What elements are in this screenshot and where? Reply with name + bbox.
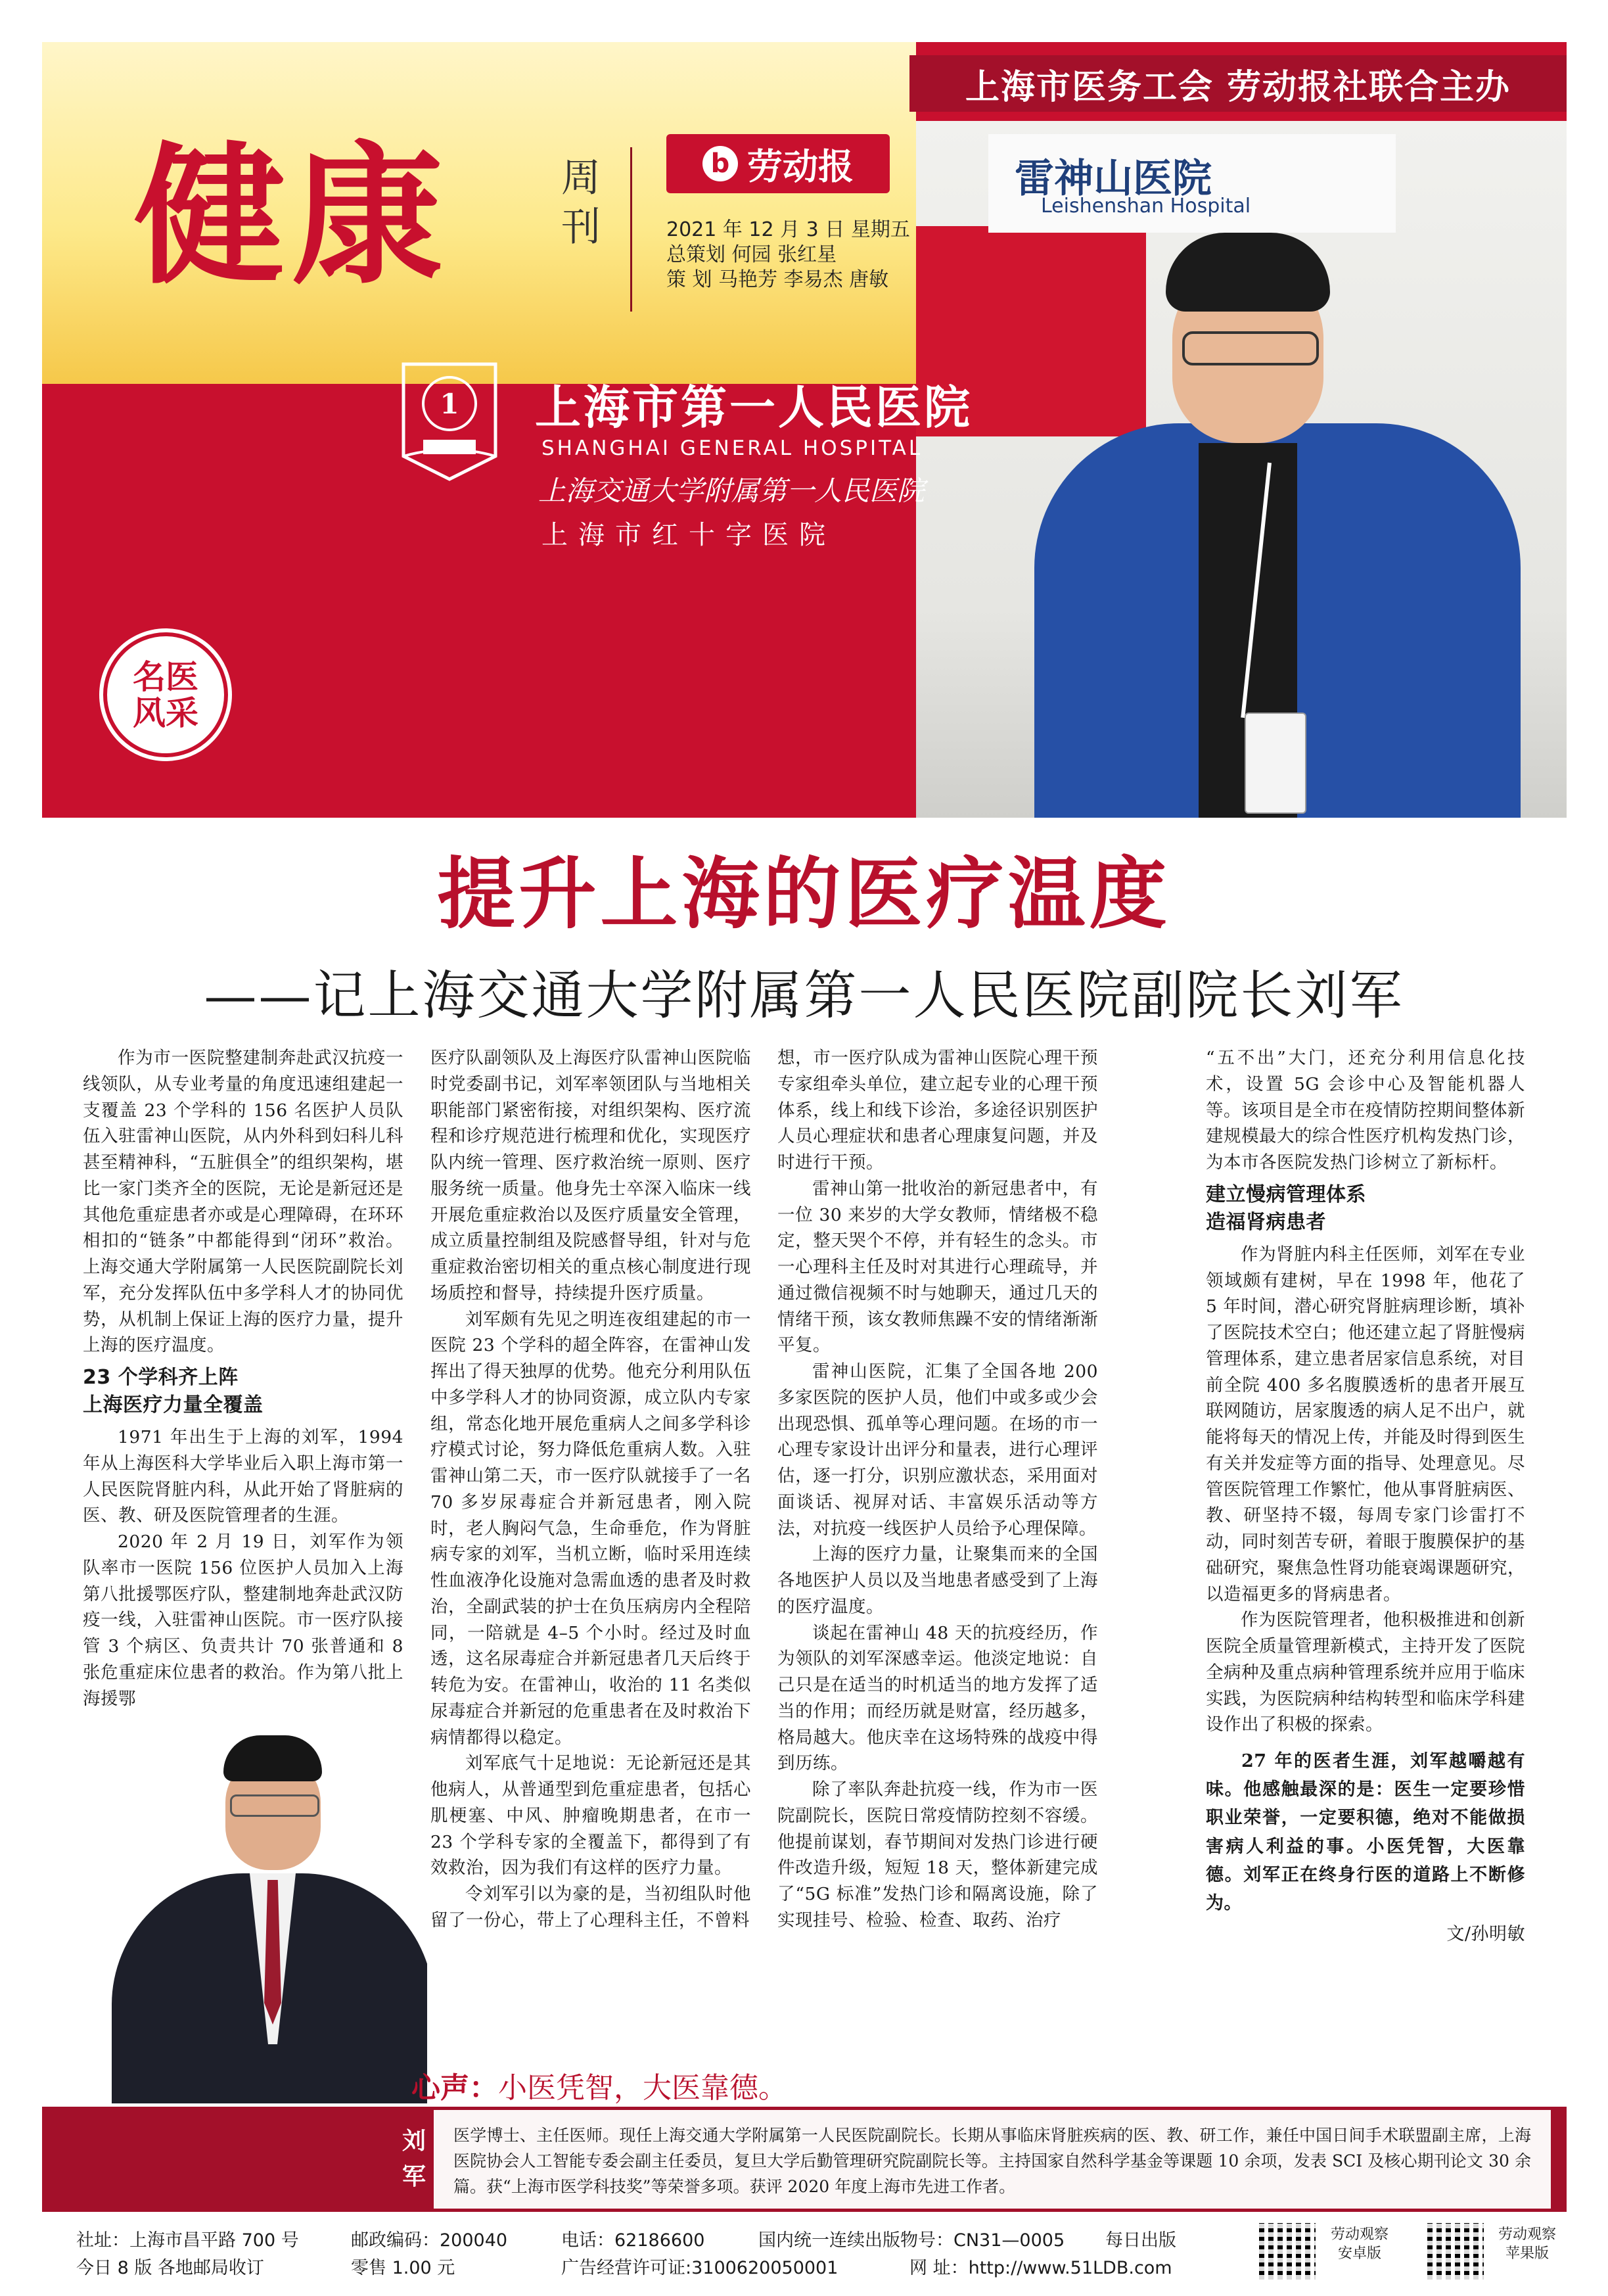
newspaper-logo xyxy=(666,134,890,193)
bio-text: 医学博士、主任医师。现任上海交通大学附属第一人民医院副院长。长期从事临床肾脏疾病的医、教、研工作，兼任中国日间手术联盟副主席，上海医院协会人工智能专委会副主任委员，复旦大学后勤管理研究院副院长等。主持国家自然科学基金等课题 10 余项，发表 SCI 及核心期刊论文 30 余篇。获“上海市医学科技奖”等荣誉多项。获评 2020 年度上海市先进工作者。 xyxy=(453,2126,1531,2196)
paragraph: 想，市一医疗队成为雷神山医院心理干预专家组牵头单位，建立起专业的心理干预体系，线上和线下诊治，多途径识别医护人员心理症状和患者心理康复问题，并及时进行干预。 xyxy=(777,1048,1098,1173)
hospital-sign-text: 雷神山医院 xyxy=(1015,156,1212,202)
footer-phone: 电话：62186600 xyxy=(561,2230,705,2251)
hospital-sign-subtext: Leishenshan Hospital xyxy=(1041,195,1251,218)
motto xyxy=(411,2064,787,2106)
byline: 文/孙明敏 xyxy=(1446,1924,1525,1945)
newspaper-logo-text: 劳动报 xyxy=(747,145,854,187)
masthead xyxy=(42,42,1567,818)
section-heading: 23 个学科齐上阵 上海医疗力量全覆盖 xyxy=(83,1366,264,1417)
footer-ad-license: 广告经营许可证:3100620050001 xyxy=(561,2258,838,2278)
chief-planners: 总策划 何园 张红星 xyxy=(666,243,837,266)
footer xyxy=(42,2216,1567,2289)
paragraph: 1971 年出生于上海的刘军，1994 年从上海医科大学毕业后入职上海市第一人民医院肾脏内科，从此开始了肾脏病的医、教、研及医院管理者的生涯。 xyxy=(83,1427,403,1526)
paragraph: “五不出”大门，还充分利用信息化技术，设置 5G 会诊中心及智能机器人等。该项目是全市在疫情防控期间整体新建规模最大的综合性医疗机构发热门诊，为本市各医院发热门诊树立了新标杆。 xyxy=(1206,1048,1525,1173)
portrait-hair xyxy=(223,1735,322,1781)
organizer-band: 上海市医务工会 劳动报社联合主办 xyxy=(909,55,1567,112)
footer-website: 网 址：http://www.51LDB.com xyxy=(909,2258,1172,2278)
portrait-photo xyxy=(85,1722,427,2103)
paragraph: 刘军底气十足地说：无论新冠还是其他病人，从普通型到危重症患者，包括心肌梗塞、中风、肿瘤晚期患者，在市一 23 个学科专家的全覆盖下，都得到了有效救治，因为我们有这样的医疗力量。 xyxy=(430,1753,751,1879)
paragraph: 作为肾脏内科主任医师，刘军在专业领域颇有建树，早在 1998 年，他花了 5 年时间，潜心研究肾脏病理诊断，填补了医院技术空白；他还建立起了肾脏慢病管理体系，建立患者居家信息系统，对目前全院 400 多名腹膜透析的患者开展互联网随访，居家腹透的病人足不出户，就能将每天的情况上传，并能及时得到医生有关并发症等方面的指导、处理意见。尽管医院管理工作繁忙，他从事肾脏病医、教、研坚持不辍，每周专家门诊雷打不动，同时刻苦专研，着眼于腹膜保护的基础研究，聚焦急性肾功能衰竭课题研究，以造福更多的肾病患者。 xyxy=(1206,1244,1525,1605)
paragraph: 除了率队奔赴抗疫一线，作为市一医院副院长，医院日常疫情防控刻不容缓。他提前谋划，春节期间对发热门诊进行硬件改造升级，短短 18 天，整体新建完成了“5G 标准”发热门诊和隔离设施，除了实现挂号、检验、检查、取药、治疗 xyxy=(777,1779,1098,1931)
hospital-name-en: SHANGHAI GENERAL HOSPITAL xyxy=(541,436,923,460)
qr-label-ios: 劳动观察 苹果版 xyxy=(1498,2226,1556,2262)
qr-label-android: 劳动观察 安卓版 xyxy=(1330,2226,1389,2262)
subheadline: ——记上海交通大学附属第一人民医院副院长刘军 xyxy=(204,965,1404,1026)
motto-label: 心声： xyxy=(411,2071,498,2105)
section-title: 健康 xyxy=(134,128,450,305)
hospital-red-cross-name: 上海市红十字医院 xyxy=(541,520,836,550)
column-seal-text: 名医风采 xyxy=(133,657,198,732)
footer-price: 零售 1.00 元 xyxy=(351,2258,455,2278)
svg-text:1: 1 xyxy=(440,388,459,420)
paragraph: 令刘军引以为豪的是，当初组队时他留了一份心，带上了心理科主任，不曾料 xyxy=(430,1884,751,1931)
date-line: 2021 年 12 月 3 日 星期五 xyxy=(666,218,910,241)
glasses xyxy=(1182,331,1319,365)
hospital-affiliation: 上海交通大学附属第一人民医院 xyxy=(538,475,925,507)
bio-name: 刘军 xyxy=(402,2127,426,2190)
paragraph: 刘军颇有先见之明连夜组建起的市一医院 23 个学科的超全阵容，在雷神山发挥出了得天独厚的优势。他充分利用队伍中多学科人才的协同资源，成立队内专家组，常态化地开展危重病人之间多学科诊疗模式讨论，努力降低危重病人数。入驻雷神山第二天，市一医疗队就接手了一名 70 多岁尿毒症合并新冠患者，刚入院时，老人胸闷气急，生命垂危，作为肾脏病专家的刘军，当机立断，临时采用连续性血液净化设施对急需血透的患者及时救治，全副武装的护士在负压病房内全程陪同，一陪就是 4–5 个小时。经过及时血透，这名尿毒症合并新冠患者几天后终于转危为安。在雷神山，收治的 11 名类似尿毒症合并新冠的危重患者在及时救治下病情都得以稳定。 xyxy=(430,1309,751,1748)
article-column-1 xyxy=(83,1045,403,1712)
paragraph: 作为市一医院整建制奔赴武汉抗疫一线领队，从专业考量的角度迅速组建起一支覆盖 23 个学科的 156 名医护人员队伍入驻雷神山医院，从内外科到妇科儿科甚至精神科，“五脏俱全”的组织架构，堪比一家门类齐全的医院，无论是新冠还是其他危重症患者亦或是心理障碍，在环环相扣的“链条”中都能得到“闭环”救治。上海交通大学附属第一人民医院副院长刘军，充分发挥队伍中多学科人才的协同优势，从机制上保证上海的医疗力量，提升上海的医疗温度。 xyxy=(83,1048,403,1356)
motto-text: 小医凭智，大医靠德。 xyxy=(498,2071,787,2105)
hospital-name-cn: 上海市第一人民医院 xyxy=(535,380,973,434)
section-subtitle: 周刊 xyxy=(561,155,601,250)
masthead-divider xyxy=(630,147,632,312)
paragraph: 2020 年 2 月 19 日，刘军作为领队率市一医院 156 位医护人员加入上海第八批援鄂医疗队，整建制地奔赴武汉防疫一线，入驻雷神山医院。市一医疗队接管 3 个病区、负责共计 70 张普通和 8 张危重症床位患者的救治。作为第八批上海援鄂 xyxy=(83,1532,403,1709)
headline: 提升上海的医疗温度 xyxy=(437,848,1171,939)
article-column-2 xyxy=(430,1045,751,1934)
footer-daily: 每日出版 xyxy=(1105,2230,1176,2251)
newspaper-logo-icon: b xyxy=(702,146,738,181)
section-heading: 建立慢病管理体系 造福肾病患者 xyxy=(1206,1183,1366,1234)
paragraph: 上海的医疗力量，让聚集而来的全国各地医护人员以及当地患者感受到了上海的医疗温度。 xyxy=(777,1544,1098,1617)
column-seal xyxy=(103,632,228,757)
id-badge xyxy=(1245,713,1306,814)
footer-pages: 今日 8 版 各地邮局收订 xyxy=(76,2258,264,2278)
paragraph: 雷神山医院，汇集了全国各地 200 多家医院的医护人员，他们中或多或少会出现恐惧、孤单等心理问题。在场的市一心理专家设计出评分和量表，进行心理评估，逐一打分，识别应激状态，采用面对面谈话、视屏对话、丰富娱乐活动等方法，对抗疫一线医护人员给予心理保障。 xyxy=(777,1361,1098,1539)
paragraph: 医疗队副领队及上海医疗队雷神山医院临时党委副书记，刘军率领团队与当地相关职能部门紧密衔接，对组织架构、医疗流程和诊疗规范进行梳理和优化，实现医疗队内统一管理、医疗救治统一原则、医疗服务统一质量。他身先士卒深入临床一线开展危重症救治以及医疗质量安全管理，成立质量控制组及院感督导组，针对与危重症救治密切相关的重点核心制度进行现场质控和督导，持续提升医疗质量。 xyxy=(430,1048,751,1303)
qr-code-android-icon[interactable] xyxy=(1259,2223,1316,2280)
doctor-hair xyxy=(1166,233,1330,312)
article-column-4 xyxy=(1206,1045,1525,1948)
closing-epigraph: 27 年的医者生涯，刘军越嚼越有味。他感触最深的是：医生一定要珍惜职业荣誉，一定要积德，绝对不能做损害病人利益的事。小医凭智，大医靠德。刘军正在终身行医的道路上不断修为。 xyxy=(1206,1751,1525,1913)
paragraph: 谈起在雷神山 48 天的抗疫经历，作为领队的刘军深感幸运。他淡定地说：自己只是在适当的时机适当的地方发挥了适当的作用；而经历就是财富，经历越多，格局越大。他庆幸在这场特殊的战疫中得到历练。 xyxy=(777,1622,1098,1774)
footer-cn-number: 国内统一连续出版物号：CN31—0005 xyxy=(758,2230,1065,2251)
article-column-3 xyxy=(777,1045,1098,1934)
qr-code-ios-icon[interactable] xyxy=(1427,2223,1484,2280)
bio-panel xyxy=(434,2110,1551,2209)
footer-postcode: 邮政编码：200040 xyxy=(351,2230,508,2251)
portrait-glasses xyxy=(230,1794,319,1817)
footer-address: 社址：上海市昌平路 700 号 xyxy=(76,2230,299,2251)
hospital-emblem-icon xyxy=(397,358,502,482)
paragraph: 作为医院管理者，他积极推进和创新医院全质量管理新模式，主持开发了医院全病种及重点病种管理系统并应用于临床实践，为医院病种结构转型和临床学科建设作出了积极的探索。 xyxy=(1206,1610,1525,1735)
paragraph: 雷神山第一批收治的新冠患者中，有一位 30 来岁的大学女教师，情绪极不稳定，整天哭个不停，并有轻生的念头。市一心理科主任及时对其进行心理疏导，并通过微信视频不时与她聊天，通过几天的情绪干预，该女教师焦躁不安的情绪渐渐平复。 xyxy=(777,1178,1098,1356)
hero-photo xyxy=(916,121,1567,818)
planners: 策 划 马艳芳 李易杰 唐敏 xyxy=(666,268,889,291)
